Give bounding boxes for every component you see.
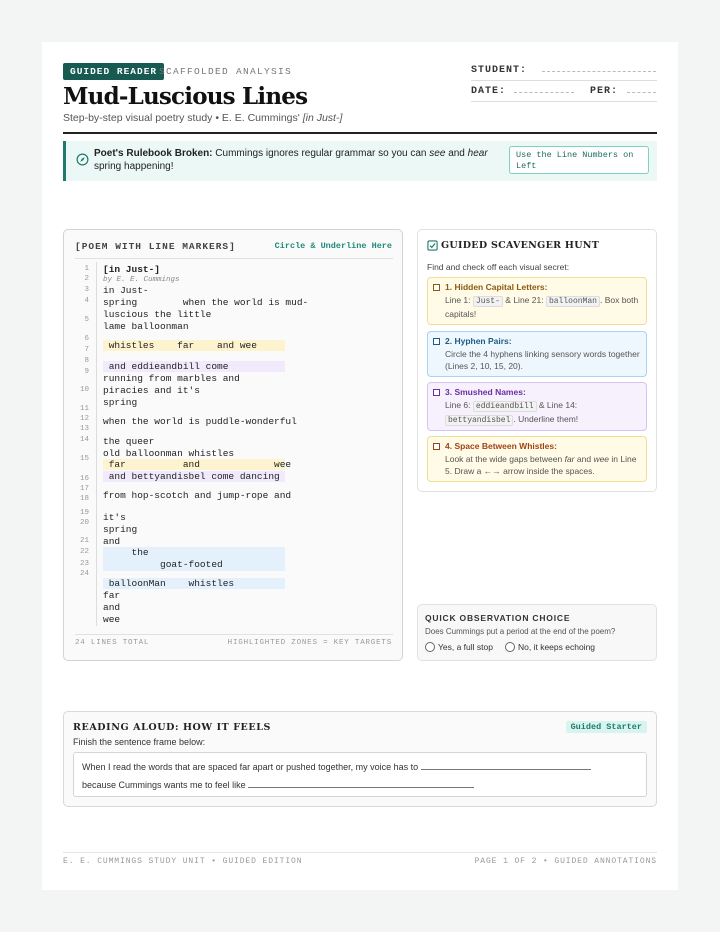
- header-rule: [63, 132, 657, 134]
- clue-code: Just-: [473, 296, 503, 307]
- guided-reader-badge: GUIDED READER: [63, 63, 164, 80]
- line-number: 15: [79, 455, 89, 463]
- line-number: 5: [84, 316, 89, 324]
- poem-line: and eddieandbill come: [103, 361, 229, 372]
- line-number: 11: [79, 405, 89, 413]
- clue-text: . Underline them!: [513, 414, 579, 424]
- clue-hyphen-pairs: [427, 331, 647, 377]
- clue-title: 3. Smushed Names:: [445, 387, 526, 397]
- poem-line: luscious the little: [103, 309, 212, 320]
- compass-icon: [76, 153, 89, 166]
- clue-smushed-names: [427, 382, 647, 431]
- reading-aloud-card: [63, 711, 657, 807]
- checkbox[interactable]: [433, 284, 440, 291]
- sentence-frame-line: [82, 761, 591, 772]
- hunt-title: GUIDED SCAVENGER HUNT: [441, 240, 600, 251]
- answer-blank[interactable]: [421, 761, 591, 770]
- callout-hear: hear: [467, 148, 488, 159]
- sentence-frame-text: When I read the words that are spaced far apart or pushed together, my voice has to: [82, 762, 419, 772]
- date-label: DATE:: [471, 86, 507, 97]
- page-subtitle: [63, 112, 342, 124]
- poem-line: spring: [103, 524, 138, 535]
- poem-line: and: [103, 602, 121, 613]
- poem-divider: [75, 258, 393, 259]
- poem-line: far and wee: [103, 459, 292, 470]
- poem-card: [63, 229, 403, 661]
- line-number: 18: [79, 495, 89, 503]
- callout-and: and: [448, 148, 465, 159]
- radio-button[interactable]: [505, 642, 515, 652]
- clue-code: bettyandisbel: [445, 415, 513, 426]
- option-full-stop[interactable]: [425, 642, 493, 652]
- lines-total: 24 LINES TOTAL: [75, 639, 150, 647]
- callout-end: spring happening!: [94, 161, 174, 172]
- line-number: 17: [79, 485, 89, 493]
- guided-starter-tag: Guided Starter: [566, 721, 647, 733]
- line-number: 2: [84, 275, 89, 283]
- student-field[interactable]: [542, 71, 656, 72]
- clue-text: & Line 14:: [538, 399, 578, 410]
- footer-page: PAGE 1 OF 2 • GUIDED ANNOTATIONS: [474, 857, 657, 866]
- per-field[interactable]: [627, 92, 656, 93]
- line-number: 7: [84, 346, 89, 354]
- poem-line: spring when the world is mud-: [103, 297, 309, 308]
- clue-capital-letters: [427, 277, 647, 325]
- poem-line: old balloonman whistles: [103, 448, 235, 459]
- poem-line: running from marbles and: [103, 373, 240, 384]
- sentence-frame-line: [82, 779, 474, 790]
- poem-line: lame balloonman: [103, 321, 189, 332]
- worksheet-page: [42, 42, 678, 890]
- clue-text: and: [576, 453, 592, 464]
- clue-title: 4. Space Between Whistles:: [445, 441, 557, 451]
- clue-space-between-whistles: [427, 436, 647, 482]
- poem-line: from hop-scotch and jump-rope and: [103, 490, 292, 501]
- line-number: 6: [84, 335, 89, 343]
- page-title: Mud-Luscious Lines: [63, 83, 308, 110]
- poem-line: when the world is puddle-wonderful: [103, 416, 297, 427]
- line-number: 13: [79, 425, 89, 433]
- poem-line: and bettyandisbel come dancing: [103, 471, 280, 482]
- line-number: 1: [84, 265, 89, 273]
- student-label: STUDENT:: [471, 65, 528, 76]
- hunt-subtitle: Find and check off each visual secret:: [427, 262, 570, 272]
- callout-text: [94, 147, 504, 173]
- circle-underline-tag: Circle & Underline Here: [274, 241, 392, 251]
- subtitle-poem: [in Just-]: [302, 112, 343, 124]
- answer-blank[interactable]: [248, 779, 474, 788]
- line-number: 22: [79, 548, 89, 556]
- line-number: 20: [79, 519, 89, 527]
- scavenger-hunt-card: [417, 229, 657, 492]
- callout-bold: Poet's Rulebook Broken:: [94, 148, 213, 159]
- poem-line: it's: [103, 512, 126, 523]
- line-number: 19: [79, 509, 89, 517]
- line-number: 8: [84, 357, 89, 365]
- reading-title: READING ALOUD: HOW IT FEELS: [73, 722, 271, 733]
- line-number: 21: [79, 537, 89, 545]
- clue-title: 2. Hyphen Pairs:: [445, 336, 512, 346]
- line-number-gutter: [96, 262, 97, 626]
- line-number: 24: [79, 570, 89, 578]
- checkbox[interactable]: [433, 338, 440, 345]
- poem-heading: [POEM WITH LINE MARKERS]: [75, 241, 236, 252]
- line-number: 10: [79, 386, 89, 394]
- poem-line: the: [103, 547, 149, 558]
- date-field[interactable]: [514, 92, 574, 93]
- callout-sentence: Cummings ignores regular grammar so you can: [215, 148, 427, 159]
- footer-unit: E. E. CUMMINGS STUDY UNIT • GUIDED EDITION: [63, 857, 303, 866]
- clue-em: wee: [593, 453, 610, 464]
- highlight-legend: HIGHLIGHTED ZONES = KEY TARGETS: [227, 639, 392, 647]
- option-keeps-echoing[interactable]: [505, 642, 595, 652]
- poem-byline: by E. E. Cummings: [103, 276, 180, 284]
- footer-divider: [63, 852, 657, 853]
- subtitle-text: Step-by-step visual poetry study • E. E. Cummings': [63, 112, 300, 124]
- poem-line: goat-footed: [103, 559, 223, 570]
- line-number: 3: [84, 286, 89, 294]
- poem-line: and: [103, 536, 121, 547]
- clue-code: eddieandbill: [473, 401, 537, 412]
- poem-line: far: [103, 590, 121, 601]
- checkbox-checked-icon: [427, 240, 438, 251]
- checkbox[interactable]: [433, 443, 440, 450]
- clue-title: 1. Hidden Capital Letters:: [445, 282, 548, 292]
- clue-text: & Line 21:: [505, 294, 544, 305]
- clue-em: far: [564, 453, 575, 464]
- line-number: 12: [79, 415, 89, 423]
- quick-observation-card: [417, 604, 657, 661]
- poem-line: spring: [103, 397, 138, 408]
- checkbox[interactable]: [433, 389, 440, 396]
- header-divider: [471, 80, 657, 81]
- line-number: 4: [84, 297, 89, 305]
- line-number: 16: [79, 475, 89, 483]
- clue-text: Line 6:: [445, 399, 471, 410]
- line-numbers-tip: Use the Line Numbers on Left: [509, 146, 649, 174]
- poem-footer-divider: [75, 634, 393, 635]
- line-number: 9: [84, 368, 89, 376]
- callout-see: see: [429, 148, 446, 159]
- clue-text: Look at the wide gaps between: [445, 453, 563, 464]
- scaffolded-analysis-label: SCAFFOLDED ANALYSIS: [159, 66, 293, 77]
- quick-title: QUICK OBSERVATION CHOICE: [425, 613, 571, 623]
- clue-text: Circle the 4 hyphens linking sensory words together (Lines 2, 10, 15, 20).: [445, 348, 640, 371]
- quick-question: Does Cummings put a period at the end of the poem?: [425, 627, 616, 636]
- option-label: No, it keeps echoing: [518, 642, 596, 652]
- poem-line: piracies and it's: [103, 385, 200, 396]
- clue-text: in Line 5. Draw a ←→ arrow inside the spaces.: [445, 453, 637, 476]
- reading-subtitle: Finish the sentence frame below:: [73, 737, 206, 747]
- header-divider: [471, 101, 657, 102]
- rulebook-callout: [63, 141, 657, 181]
- poem-line: [in Just-]: [103, 264, 161, 275]
- poem-line: wee: [103, 614, 121, 625]
- clue-text: . Box both capitals!: [445, 294, 639, 319]
- clue-code: balloonMan: [546, 296, 600, 307]
- option-label: Yes, a full stop: [438, 642, 493, 652]
- sentence-frame: [73, 752, 647, 797]
- poem-line: balloonMan whistles: [103, 578, 235, 589]
- line-number: 14: [79, 436, 89, 444]
- clue-text: Line 1:: [445, 294, 471, 305]
- poem-line: in Just-: [103, 285, 149, 296]
- radio-button[interactable]: [425, 642, 435, 652]
- poem-line: the queer: [103, 436, 155, 447]
- poem-line: whistles far and wee: [103, 340, 257, 351]
- line-number: 23: [79, 560, 89, 568]
- per-label: PER:: [590, 86, 619, 97]
- sentence-frame-text: because Cummings wants me to feel like: [82, 780, 246, 790]
